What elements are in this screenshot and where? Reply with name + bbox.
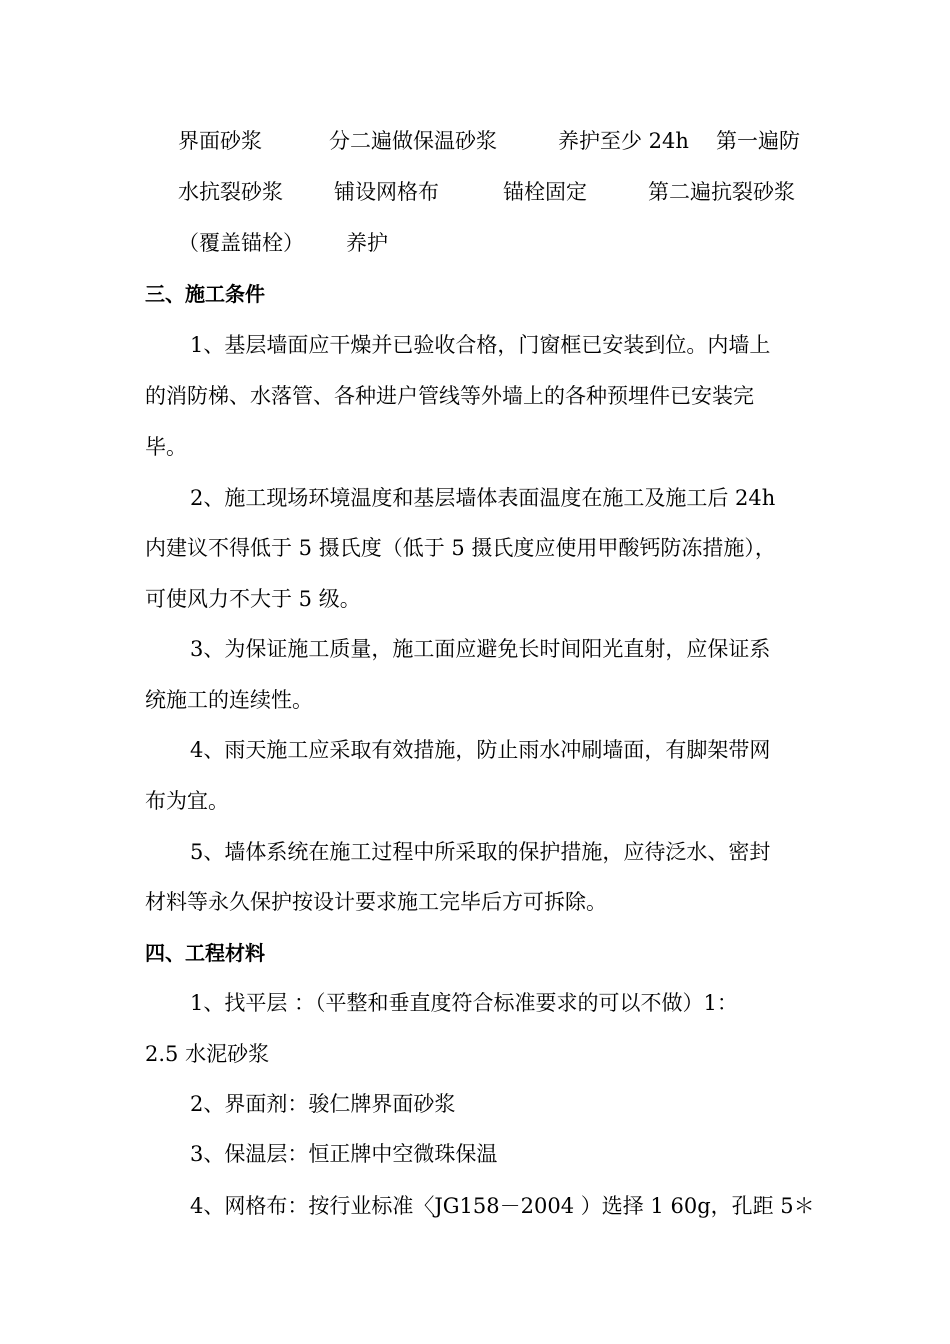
flow-step: 养护至少 24h bbox=[558, 129, 689, 153]
paragraph-line: 4、网格布：按行业标准〈JG158－2004 ）选择 1 60g，孔距 5＊ bbox=[190, 1194, 815, 1218]
paragraph-line: 材料等永久保护按设计要求施工完毕后方可拆除。 bbox=[145, 890, 607, 914]
paragraph-line: 2、施工现场环境温度和基层墙体表面温度在施工及施工后 24h bbox=[190, 486, 776, 510]
section-heading-engineering-materials: 四、工程材料 bbox=[145, 941, 265, 965]
paragraph-line: 2.5 水泥砂浆 bbox=[145, 1042, 270, 1066]
paragraph-line: 3、保温层：恒正牌中空微珠保温 bbox=[190, 1142, 498, 1166]
flow-step: 第一遍防 bbox=[716, 129, 800, 153]
process-flow-row-2 bbox=[0, 177, 950, 207]
paragraph-line: 1、基层墙面应干燥并已验收合格，门窗框已安装到位。内墙上 bbox=[190, 333, 771, 357]
paragraph-line: 毕。 bbox=[145, 435, 187, 459]
paragraph-line: 2、界面剂：骏仁牌界面砂浆 bbox=[190, 1092, 456, 1116]
flow-step: 分二遍做保温砂浆 bbox=[329, 129, 497, 153]
section-heading-construction-conditions: 三、施工条件 bbox=[145, 282, 265, 306]
paragraph-line: 的消防梯、水落管、各种进户管线等外墙上的各种预埋件已安装完 bbox=[145, 384, 754, 408]
flow-step: 铺设网格布 bbox=[334, 180, 439, 204]
paragraph-line: 统施工的连续性。 bbox=[145, 688, 313, 712]
paragraph-line: 布为宜。 bbox=[145, 789, 229, 813]
paragraph-line: 3、为保证施工质量，施工面应避免长时间阳光直射，应保证系 bbox=[190, 637, 771, 661]
flow-step: （覆盖锚栓） bbox=[178, 231, 304, 255]
process-flow-row-3 bbox=[0, 228, 950, 258]
flow-step: 锚栓固定 bbox=[503, 180, 587, 204]
paragraph-line: 5、墙体系统在施工过程中所采取的保护措施，应待泛水、密封 bbox=[190, 840, 771, 864]
flow-step: 养护 bbox=[346, 231, 388, 255]
paragraph-line: 4、雨天施工应采取有效措施，防止雨水冲刷墙面，有脚架带网 bbox=[190, 738, 771, 762]
paragraph-line: 可使风力不大于 5 级。 bbox=[145, 587, 361, 611]
process-flow-row-1 bbox=[0, 126, 950, 156]
paragraph-line: 内建议不得低于 5 摄氏度（低于 5 摄氏度应使用甲酸钙防冻措施）， bbox=[145, 536, 776, 560]
flow-step: 界面砂浆 bbox=[178, 129, 262, 153]
flow-step: 水抗裂砂浆 bbox=[178, 180, 283, 204]
paragraph-line: 1、找平层 ：（平整和垂直度符合标准要求的可以不做）1： bbox=[190, 991, 738, 1015]
flow-step: 第二遍抗裂砂浆 bbox=[648, 180, 795, 204]
